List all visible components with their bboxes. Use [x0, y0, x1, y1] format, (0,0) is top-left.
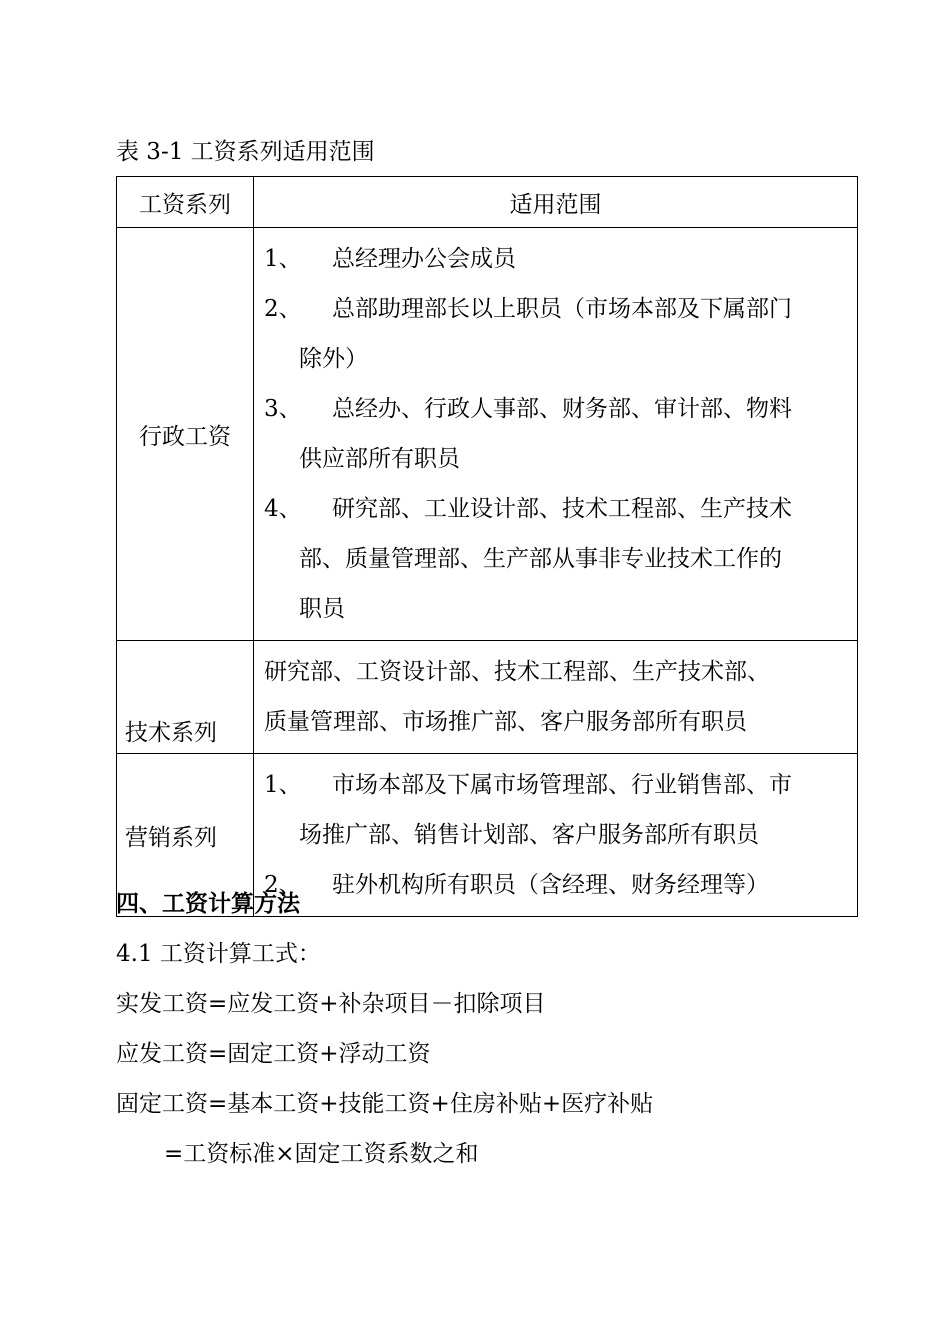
item-text-continued: 职员 — [299, 596, 345, 622]
item-text: 总经理办公会成员 — [332, 246, 516, 272]
formula-line: 固定工资=基本工资+技能工资+住房补贴+医疗补贴 — [116, 1091, 654, 1117]
section-heading: 四、工资计算方法 — [116, 890, 300, 917]
item-text: 总经办、行政人事部、财务部、审计部、物料 — [332, 396, 792, 422]
item-number: 1、 — [264, 772, 302, 798]
item-text-continued: 部、质量管理部、生产部从事非专业技术工作的 — [299, 546, 782, 572]
table-header-row — [117, 177, 858, 228]
item-number: 2、 — [264, 872, 302, 898]
table-row — [117, 641, 858, 754]
list-item — [264, 384, 847, 484]
subsection-title: 4.1 工资计算工式： — [116, 941, 321, 967]
item-text: 市场本部及下属市场管理部、行业销售部、市 — [332, 772, 792, 798]
formula-line: =工资标准×固定工资系数之和 — [164, 1141, 479, 1167]
category-cell: 营销系列 — [117, 754, 254, 917]
item-text-continued: 供应部所有职员 — [299, 446, 460, 472]
scope-line: 研究部、工资设计部、技术工程部、生产技术部、 — [264, 659, 770, 685]
formula-line: 应发工资=固定工资+浮动工资 — [116, 1041, 431, 1067]
scope-cell — [254, 228, 858, 641]
item-text: 驻外机构所有职员（含经理、财务经理等） — [332, 872, 769, 898]
salary-scope-table — [116, 176, 858, 917]
item-number: 2、 — [264, 296, 302, 322]
list-item — [264, 760, 847, 860]
item-number: 3、 — [264, 396, 302, 422]
table-row — [117, 228, 858, 641]
header-series: 工资系列 — [117, 177, 254, 228]
list-item — [264, 284, 847, 384]
list-item — [264, 484, 847, 634]
item-text-continued: 除外） — [299, 346, 368, 372]
list-item — [264, 860, 847, 910]
category-cell: 行政工资 — [117, 228, 254, 641]
scope-cell — [254, 641, 858, 754]
formula-line: 实发工资=应发工资+补杂项目－扣除项目 — [116, 991, 546, 1017]
scope-cell — [254, 754, 858, 917]
item-number: 4、 — [264, 496, 302, 522]
item-text: 总部助理部长以上职员（市场本部及下属部门 — [332, 296, 792, 322]
list-item — [264, 234, 847, 284]
header-scope: 适用范围 — [254, 177, 858, 228]
category-cell: 技术系列 — [117, 641, 254, 754]
scope-line: 质量管理部、市场推广部、客户服务部所有职员 — [264, 709, 747, 735]
item-number: 1、 — [264, 246, 302, 272]
item-text: 研究部、工业设计部、技术工程部、生产技术 — [332, 496, 792, 522]
item-text-continued: 场推广部、销售计划部、客户服务部所有职员 — [299, 822, 759, 848]
table-caption: 表 3-1 工资系列适用范围 — [116, 139, 375, 165]
